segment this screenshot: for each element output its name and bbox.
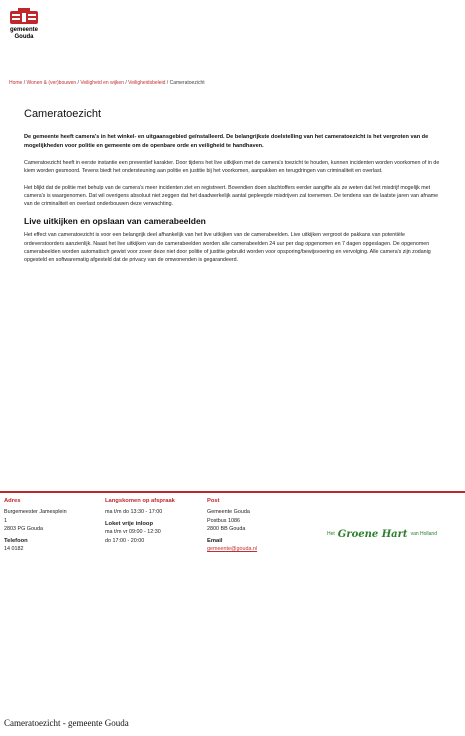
gouda-coat-of-arms-icon [9,8,39,26]
article-lead: De gemeente heeft camera's in het winkel- en uitgaansgebied geïnstalleerd. De belangrijkste doelstelling van het cameratoezicht is het vergroten van de mogelijkheden voor politie en gemeente om de openbare orde en veiligheid te handhaven. [24,134,429,149]
footer-phone-heading: Telefoon [4,537,28,544]
footer-visit: Langskomen op afspraak ma t/m do 13:30 - 17:00 Loket vrije inloop ma t/m vr 09:00 - 12:30 do 17:00 - 20:00 [105,497,200,545]
page-caption: Cameratoezicht - gemeente Gouda [4,718,129,728]
article-paragraph-1: Cameratoezicht heeft in eerste instantie een preventief karakter. Door tijdens het live uitkijken met de camera's toezicht te houden, kunnen incidenten worden voorkomen of in de kiem worden gesmoord. Tevens biedt het ondersteuning aan politie en justitie bij het voorkomen, aanpakken en terugdringen van criminaliteit en overlast. [24,160,440,175]
article-paragraph-2: Het blijkt dat de politie met behulp van de camera's meer incidenten ziet en registreert. Bovendien doen slachtoffers eerder aangifte als ze weten dat het misdrijf mogelijk met camera's is waargenomen. Dat wil overigens absoluut niet zeggen dat het daadwerkelijk aantal gepleegde misdrijven zal toenemen. De tendens van de laatste jaren van afname van de criminaliteit en overlast onderbouwen deze verwachting. [24,184,439,208]
breadcrumb-wonen[interactable]: Wonen & (ver)bouwen [26,80,77,86]
logo-name-line2: Gouda [14,33,34,40]
footer-address: Adres Burgemeester Jamesplein 1 2803 PG Gouda Telefoon 14 0182 [4,497,94,553]
article [24,108,444,273]
article-paragraph-3: Het effect van cameratoezicht is voor een belangrijk deel afhankelijk van het live uitkijken van de camerabeelden. Live uitkijken vergroot de pakkans van potentiële ordeverstoorders aanzienlijk. Naast het live uitkijken van de camerabeelden worden alle camerabeelden 24 uur per dag opgenomen en 7 dagen opgeslagen. De opgenomen camerabeelden worden automatisch gewist voor zover deze niet door politie of justitie gebruikt worden voor opsporing/bewijsvoering en vervolging. Alle camera's zijn zodanig opgesteld en softwarematig afgesteld dat de privacy van de omwonenden is gegarandeerd. [24,232,431,264]
footer-phone[interactable]: 14 0182 [4,546,24,553]
groene-hart-logo[interactable]: Het Groene Hart van Holland [327,528,437,540]
footer-post-heading: Post [207,498,220,504]
breadcrumb: Home / Wonen & (ver)bouwen / Veiligheid en wijken / Veiligheidsbeleid / Cameratoezicht [9,80,205,86]
breadcrumb-current: Cameratoezicht [169,80,205,86]
breadcrumb-veiligheid-wijken[interactable]: Veiligheid en wijken [80,80,124,86]
logo-name-line1: gemeente [9,27,38,33]
footer-walkin-heading: Loket vrije inloop [105,520,153,527]
article-subheading: Live uitkijken en opslaan van camerabeelden [24,216,206,227]
footer-email-heading: Email [207,537,223,544]
footer-visit-heading: Langskomen op afspraak [105,498,175,504]
footer-post: Post Gemeente Gouda Postbus 1086 2800 BB Gouda Email gemeente@gouda.nl [207,497,307,553]
footer-address-heading: Adres [4,498,21,504]
footer-divider [0,491,465,493]
breadcrumb-veiligheidsbeleid[interactable]: Veiligheidsbeleid [128,80,166,86]
municipality-logo[interactable] [9,8,39,40]
footer-email-link[interactable]: gemeente@gouda.nl [207,546,258,553]
breadcrumb-home[interactable]: Home [9,80,23,86]
page-title: Cameratoezicht [24,108,102,120]
